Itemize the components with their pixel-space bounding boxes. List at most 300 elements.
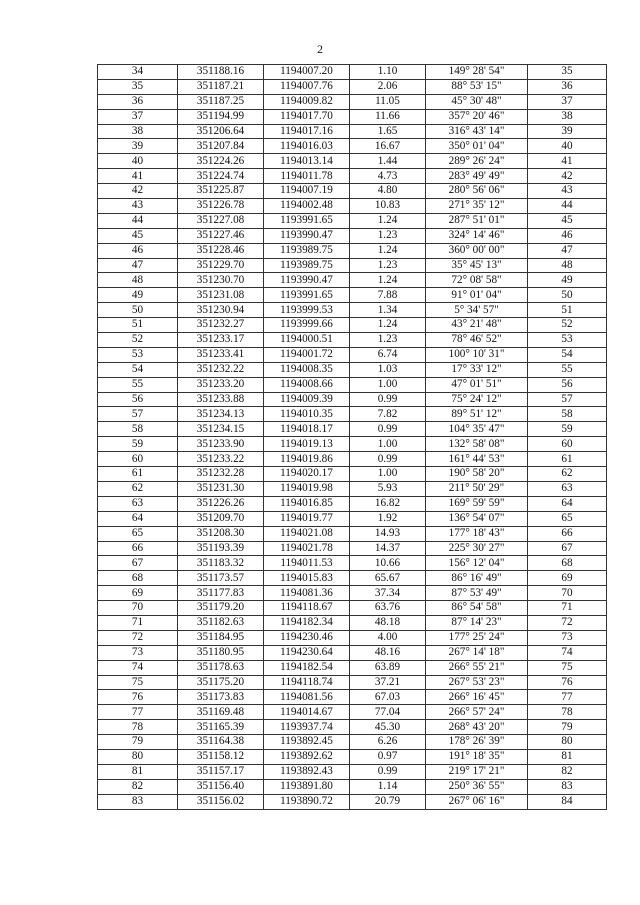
point-to-cell: 50 bbox=[528, 288, 607, 303]
distance-cell: 0.99 bbox=[350, 452, 426, 467]
bearing-cell: 191° 18' 35" bbox=[426, 749, 528, 764]
distance-cell: 1.00 bbox=[350, 437, 426, 452]
distance-cell: 67.03 bbox=[350, 690, 426, 705]
distance-cell: 4.73 bbox=[350, 169, 426, 184]
bearing-cell: 86° 54' 58" bbox=[426, 601, 528, 616]
distance-cell: 1.23 bbox=[350, 333, 426, 348]
y-coordinate-cell: 1194007.19 bbox=[264, 184, 350, 199]
distance-cell: 1.24 bbox=[350, 318, 426, 333]
table-row bbox=[98, 228, 607, 243]
x-coordinate-cell: 351233.88 bbox=[178, 392, 264, 407]
table-row bbox=[98, 467, 607, 482]
point-from-cell: 41 bbox=[98, 169, 178, 184]
point-from-cell: 34 bbox=[98, 65, 178, 80]
bearing-cell: 87° 53' 49" bbox=[426, 586, 528, 601]
distance-cell: 10.83 bbox=[350, 199, 426, 214]
y-coordinate-cell: 1194009.39 bbox=[264, 392, 350, 407]
bearing-cell: 316° 43' 14" bbox=[426, 124, 528, 139]
table-row bbox=[98, 615, 607, 630]
bearing-cell: 211° 50' 29" bbox=[426, 481, 528, 496]
bearing-cell: 178° 26' 39" bbox=[426, 735, 528, 750]
point-from-cell: 70 bbox=[98, 601, 178, 616]
x-coordinate-cell: 351183.32 bbox=[178, 556, 264, 571]
bearing-cell: 271° 35' 12" bbox=[426, 199, 528, 214]
table-row bbox=[98, 794, 607, 809]
point-from-cell: 53 bbox=[98, 347, 178, 362]
distance-cell: 1.23 bbox=[350, 258, 426, 273]
bearing-cell: 287° 51' 01" bbox=[426, 213, 528, 228]
bearing-cell: 177° 18' 43" bbox=[426, 526, 528, 541]
distance-cell: 14.37 bbox=[350, 541, 426, 556]
point-from-cell: 50 bbox=[98, 303, 178, 318]
x-coordinate-cell: 351233.41 bbox=[178, 347, 264, 362]
table-row bbox=[98, 184, 607, 199]
x-coordinate-cell: 351208.30 bbox=[178, 526, 264, 541]
bearing-cell: 267° 14' 18" bbox=[426, 645, 528, 660]
table-row bbox=[98, 541, 607, 556]
x-coordinate-cell: 351157.17 bbox=[178, 764, 264, 779]
point-to-cell: 83 bbox=[528, 779, 607, 794]
point-to-cell: 84 bbox=[528, 794, 607, 809]
y-coordinate-cell: 1194182.54 bbox=[264, 660, 350, 675]
point-from-cell: 35 bbox=[98, 79, 178, 94]
distance-cell: 6.74 bbox=[350, 347, 426, 362]
point-to-cell: 73 bbox=[528, 630, 607, 645]
distance-cell: 0.99 bbox=[350, 392, 426, 407]
x-coordinate-cell: 351230.70 bbox=[178, 273, 264, 288]
distance-cell: 7.88 bbox=[350, 288, 426, 303]
table-row bbox=[98, 675, 607, 690]
bearing-cell: 87° 14' 23" bbox=[426, 615, 528, 630]
bearing-cell: 280° 56' 06" bbox=[426, 184, 528, 199]
point-from-cell: 52 bbox=[98, 333, 178, 348]
point-to-cell: 45 bbox=[528, 213, 607, 228]
bearing-cell: 156° 12' 04" bbox=[426, 556, 528, 571]
table-row bbox=[98, 556, 607, 571]
x-coordinate-cell: 351233.22 bbox=[178, 452, 264, 467]
point-from-cell: 67 bbox=[98, 556, 178, 571]
y-coordinate-cell: 1194018.17 bbox=[264, 422, 350, 437]
y-coordinate-cell: 1194000.51 bbox=[264, 333, 350, 348]
point-to-cell: 52 bbox=[528, 318, 607, 333]
x-coordinate-cell: 351182.63 bbox=[178, 615, 264, 630]
distance-cell: 10.66 bbox=[350, 556, 426, 571]
bearing-cell: 45° 30' 48" bbox=[426, 94, 528, 109]
bearing-cell: 283° 49' 49" bbox=[426, 169, 528, 184]
y-coordinate-cell: 1193990.47 bbox=[264, 228, 350, 243]
point-to-cell: 61 bbox=[528, 452, 607, 467]
x-coordinate-cell: 351207.84 bbox=[178, 139, 264, 154]
table-row bbox=[98, 630, 607, 645]
point-from-cell: 59 bbox=[98, 437, 178, 452]
point-from-cell: 71 bbox=[98, 615, 178, 630]
table-row bbox=[98, 764, 607, 779]
y-coordinate-cell: 1194007.76 bbox=[264, 79, 350, 94]
x-coordinate-cell: 351169.48 bbox=[178, 705, 264, 720]
table-row bbox=[98, 258, 607, 273]
x-coordinate-cell: 351193.39 bbox=[178, 541, 264, 556]
point-to-cell: 68 bbox=[528, 556, 607, 571]
bearing-cell: 266° 16' 45" bbox=[426, 690, 528, 705]
y-coordinate-cell: 1194010.35 bbox=[264, 407, 350, 422]
table-row bbox=[98, 347, 607, 362]
point-to-cell: 63 bbox=[528, 481, 607, 496]
bearing-cell: 104° 35' 47" bbox=[426, 422, 528, 437]
bearing-cell: 169° 59' 59" bbox=[426, 496, 528, 511]
point-from-cell: 49 bbox=[98, 288, 178, 303]
y-coordinate-cell: 1194011.78 bbox=[264, 169, 350, 184]
bearing-cell: 360° 00' 00" bbox=[426, 243, 528, 258]
point-from-cell: 64 bbox=[98, 511, 178, 526]
coordinates-table bbox=[97, 64, 607, 810]
y-coordinate-cell: 1193892.62 bbox=[264, 749, 350, 764]
bearing-cell: 266° 55' 21" bbox=[426, 660, 528, 675]
x-coordinate-cell: 351187.25 bbox=[178, 94, 264, 109]
y-coordinate-cell: 1194019.98 bbox=[264, 481, 350, 496]
table-row bbox=[98, 720, 607, 735]
distance-cell: 7.82 bbox=[350, 407, 426, 422]
distance-cell: 1.00 bbox=[350, 377, 426, 392]
table-row bbox=[98, 779, 607, 794]
point-to-cell: 46 bbox=[528, 228, 607, 243]
y-coordinate-cell: 1194021.08 bbox=[264, 526, 350, 541]
x-coordinate-cell: 351164.38 bbox=[178, 735, 264, 750]
x-coordinate-cell: 351230.94 bbox=[178, 303, 264, 318]
point-to-cell: 49 bbox=[528, 273, 607, 288]
point-from-cell: 40 bbox=[98, 154, 178, 169]
table-row bbox=[98, 213, 607, 228]
y-coordinate-cell: 1193937.74 bbox=[264, 720, 350, 735]
y-coordinate-cell: 1194019.13 bbox=[264, 437, 350, 452]
distance-cell: 1.24 bbox=[350, 273, 426, 288]
y-coordinate-cell: 1194008.66 bbox=[264, 377, 350, 392]
x-coordinate-cell: 351156.40 bbox=[178, 779, 264, 794]
point-to-cell: 48 bbox=[528, 258, 607, 273]
x-coordinate-cell: 351194.99 bbox=[178, 109, 264, 124]
table-row bbox=[98, 94, 607, 109]
table-row bbox=[98, 79, 607, 94]
point-from-cell: 80 bbox=[98, 749, 178, 764]
table-row bbox=[98, 318, 607, 333]
table-row bbox=[98, 526, 607, 541]
bearing-cell: 350° 01' 04" bbox=[426, 139, 528, 154]
point-from-cell: 36 bbox=[98, 94, 178, 109]
point-from-cell: 47 bbox=[98, 258, 178, 273]
table-row bbox=[98, 735, 607, 750]
y-coordinate-cell: 1194081.56 bbox=[264, 690, 350, 705]
point-to-cell: 55 bbox=[528, 362, 607, 377]
point-to-cell: 57 bbox=[528, 392, 607, 407]
y-coordinate-cell: 1194009.82 bbox=[264, 94, 350, 109]
bearing-cell: 161° 44' 53" bbox=[426, 452, 528, 467]
distance-cell: 11.05 bbox=[350, 94, 426, 109]
y-coordinate-cell: 1193989.75 bbox=[264, 258, 350, 273]
table-row bbox=[98, 690, 607, 705]
point-from-cell: 55 bbox=[98, 377, 178, 392]
point-from-cell: 42 bbox=[98, 184, 178, 199]
y-coordinate-cell: 1194008.35 bbox=[264, 362, 350, 377]
point-from-cell: 83 bbox=[98, 794, 178, 809]
distance-cell: 48.18 bbox=[350, 615, 426, 630]
x-coordinate-cell: 351231.30 bbox=[178, 481, 264, 496]
table-row bbox=[98, 645, 607, 660]
distance-cell: 1.03 bbox=[350, 362, 426, 377]
point-to-cell: 39 bbox=[528, 124, 607, 139]
distance-cell: 1.24 bbox=[350, 243, 426, 258]
x-coordinate-cell: 351233.17 bbox=[178, 333, 264, 348]
point-from-cell: 66 bbox=[98, 541, 178, 556]
point-to-cell: 35 bbox=[528, 65, 607, 80]
table-row bbox=[98, 109, 607, 124]
point-from-cell: 65 bbox=[98, 526, 178, 541]
point-to-cell: 67 bbox=[528, 541, 607, 556]
y-coordinate-cell: 1193999.53 bbox=[264, 303, 350, 318]
point-to-cell: 76 bbox=[528, 675, 607, 690]
point-to-cell: 41 bbox=[528, 154, 607, 169]
y-coordinate-cell: 1194118.74 bbox=[264, 675, 350, 690]
y-coordinate-cell: 1194017.16 bbox=[264, 124, 350, 139]
point-from-cell: 38 bbox=[98, 124, 178, 139]
y-coordinate-cell: 1194001.72 bbox=[264, 347, 350, 362]
x-coordinate-cell: 351179.20 bbox=[178, 601, 264, 616]
table-row bbox=[98, 288, 607, 303]
y-coordinate-cell: 1194011.53 bbox=[264, 556, 350, 571]
bearing-cell: 268° 43' 20" bbox=[426, 720, 528, 735]
table-row bbox=[98, 586, 607, 601]
point-to-cell: 62 bbox=[528, 467, 607, 482]
y-coordinate-cell: 1194021.78 bbox=[264, 541, 350, 556]
point-from-cell: 54 bbox=[98, 362, 178, 377]
table-row bbox=[98, 437, 607, 452]
x-coordinate-cell: 351226.26 bbox=[178, 496, 264, 511]
table-row bbox=[98, 303, 607, 318]
y-coordinate-cell: 1194017.70 bbox=[264, 109, 350, 124]
distance-cell: 11.66 bbox=[350, 109, 426, 124]
bearing-cell: 357° 20' 46" bbox=[426, 109, 528, 124]
point-from-cell: 78 bbox=[98, 720, 178, 735]
table-row bbox=[98, 65, 607, 80]
distance-cell: 4.80 bbox=[350, 184, 426, 199]
distance-cell: 45.30 bbox=[350, 720, 426, 735]
y-coordinate-cell: 1193891.80 bbox=[264, 779, 350, 794]
table-row bbox=[98, 705, 607, 720]
point-to-cell: 74 bbox=[528, 645, 607, 660]
point-from-cell: 43 bbox=[98, 199, 178, 214]
point-from-cell: 46 bbox=[98, 243, 178, 258]
point-from-cell: 76 bbox=[98, 690, 178, 705]
x-coordinate-cell: 351177.83 bbox=[178, 586, 264, 601]
table-row bbox=[98, 169, 607, 184]
x-coordinate-cell: 351206.64 bbox=[178, 124, 264, 139]
distance-cell: 1.14 bbox=[350, 779, 426, 794]
x-coordinate-cell: 351165.39 bbox=[178, 720, 264, 735]
table-row bbox=[98, 273, 607, 288]
point-from-cell: 73 bbox=[98, 645, 178, 660]
point-to-cell: 81 bbox=[528, 749, 607, 764]
y-coordinate-cell: 1193991.65 bbox=[264, 213, 350, 228]
x-coordinate-cell: 351224.74 bbox=[178, 169, 264, 184]
distance-cell: 1.00 bbox=[350, 467, 426, 482]
distance-cell: 0.99 bbox=[350, 764, 426, 779]
point-to-cell: 78 bbox=[528, 705, 607, 720]
point-to-cell: 58 bbox=[528, 407, 607, 422]
bearing-cell: 136° 54' 07" bbox=[426, 511, 528, 526]
point-to-cell: 71 bbox=[528, 601, 607, 616]
x-coordinate-cell: 351232.28 bbox=[178, 467, 264, 482]
y-coordinate-cell: 1194015.83 bbox=[264, 571, 350, 586]
y-coordinate-cell: 1193890.72 bbox=[264, 794, 350, 809]
point-from-cell: 48 bbox=[98, 273, 178, 288]
point-to-cell: 72 bbox=[528, 615, 607, 630]
point-to-cell: 75 bbox=[528, 660, 607, 675]
distance-cell: 16.82 bbox=[350, 496, 426, 511]
x-coordinate-cell: 351227.46 bbox=[178, 228, 264, 243]
distance-cell: 65.67 bbox=[350, 571, 426, 586]
distance-cell: 1.24 bbox=[350, 213, 426, 228]
point-from-cell: 81 bbox=[98, 764, 178, 779]
y-coordinate-cell: 1194016.03 bbox=[264, 139, 350, 154]
distance-cell: 1.34 bbox=[350, 303, 426, 318]
x-coordinate-cell: 351180.95 bbox=[178, 645, 264, 660]
point-to-cell: 77 bbox=[528, 690, 607, 705]
x-coordinate-cell: 351226.78 bbox=[178, 199, 264, 214]
table-row bbox=[98, 496, 607, 511]
x-coordinate-cell: 351187.21 bbox=[178, 79, 264, 94]
x-coordinate-cell: 351231.08 bbox=[178, 288, 264, 303]
bearing-cell: 190° 58' 20" bbox=[426, 467, 528, 482]
point-to-cell: 70 bbox=[528, 586, 607, 601]
table-row bbox=[98, 362, 607, 377]
bearing-cell: 324° 14' 46" bbox=[426, 228, 528, 243]
x-coordinate-cell: 351158.12 bbox=[178, 749, 264, 764]
y-coordinate-cell: 1194118.67 bbox=[264, 601, 350, 616]
table-row bbox=[98, 407, 607, 422]
point-to-cell: 51 bbox=[528, 303, 607, 318]
distance-cell: 37.21 bbox=[350, 675, 426, 690]
point-to-cell: 38 bbox=[528, 109, 607, 124]
point-from-cell: 58 bbox=[98, 422, 178, 437]
bearing-cell: 75° 24' 12" bbox=[426, 392, 528, 407]
point-from-cell: 68 bbox=[98, 571, 178, 586]
bearing-cell: 250° 36' 55" bbox=[426, 779, 528, 794]
bearing-cell: 17° 33' 12" bbox=[426, 362, 528, 377]
bearing-cell: 47° 01' 51" bbox=[426, 377, 528, 392]
table-row bbox=[98, 571, 607, 586]
x-coordinate-cell: 351232.27 bbox=[178, 318, 264, 333]
x-coordinate-cell: 351234.13 bbox=[178, 407, 264, 422]
bearing-cell: 91° 01' 04" bbox=[426, 288, 528, 303]
y-coordinate-cell: 1194007.20 bbox=[264, 65, 350, 80]
table-row bbox=[98, 422, 607, 437]
distance-cell: 1.10 bbox=[350, 65, 426, 80]
point-to-cell: 60 bbox=[528, 437, 607, 452]
distance-cell: 48.16 bbox=[350, 645, 426, 660]
distance-cell: 14.93 bbox=[350, 526, 426, 541]
y-coordinate-cell: 1194002.48 bbox=[264, 199, 350, 214]
point-to-cell: 66 bbox=[528, 526, 607, 541]
x-coordinate-cell: 351184.95 bbox=[178, 630, 264, 645]
y-coordinate-cell: 1194014.67 bbox=[264, 705, 350, 720]
table-row bbox=[98, 481, 607, 496]
distance-cell: 1.44 bbox=[350, 154, 426, 169]
distance-cell: 5.93 bbox=[350, 481, 426, 496]
y-coordinate-cell: 1194019.77 bbox=[264, 511, 350, 526]
point-from-cell: 79 bbox=[98, 735, 178, 750]
x-coordinate-cell: 351156.02 bbox=[178, 794, 264, 809]
distance-cell: 20.79 bbox=[350, 794, 426, 809]
bearing-cell: 100° 10' 31" bbox=[426, 347, 528, 362]
table-row bbox=[98, 333, 607, 348]
point-to-cell: 79 bbox=[528, 720, 607, 735]
point-from-cell: 45 bbox=[98, 228, 178, 243]
x-coordinate-cell: 351224.26 bbox=[178, 154, 264, 169]
x-coordinate-cell: 351233.90 bbox=[178, 437, 264, 452]
x-coordinate-cell: 351173.57 bbox=[178, 571, 264, 586]
bearing-cell: 177° 25' 24" bbox=[426, 630, 528, 645]
point-to-cell: 44 bbox=[528, 199, 607, 214]
point-from-cell: 63 bbox=[98, 496, 178, 511]
table-row bbox=[98, 139, 607, 154]
point-from-cell: 56 bbox=[98, 392, 178, 407]
x-coordinate-cell: 351232.22 bbox=[178, 362, 264, 377]
y-coordinate-cell: 1193991.65 bbox=[264, 288, 350, 303]
bearing-cell: 78° 46' 52" bbox=[426, 333, 528, 348]
bearing-cell: 43° 21' 48" bbox=[426, 318, 528, 333]
distance-cell: 4.00 bbox=[350, 630, 426, 645]
point-to-cell: 53 bbox=[528, 333, 607, 348]
point-to-cell: 69 bbox=[528, 571, 607, 586]
distance-cell: 77.04 bbox=[350, 705, 426, 720]
bearing-cell: 88° 53' 15" bbox=[426, 79, 528, 94]
y-coordinate-cell: 1194081.36 bbox=[264, 586, 350, 601]
point-to-cell: 42 bbox=[528, 169, 607, 184]
x-coordinate-cell: 351229.70 bbox=[178, 258, 264, 273]
distance-cell: 0.99 bbox=[350, 422, 426, 437]
distance-cell: 63.89 bbox=[350, 660, 426, 675]
point-to-cell: 47 bbox=[528, 243, 607, 258]
y-coordinate-cell: 1193989.75 bbox=[264, 243, 350, 258]
table-row bbox=[98, 154, 607, 169]
x-coordinate-cell: 351178.63 bbox=[178, 660, 264, 675]
x-coordinate-cell: 351234.15 bbox=[178, 422, 264, 437]
bearing-cell: 149° 28' 54" bbox=[426, 65, 528, 80]
point-from-cell: 77 bbox=[98, 705, 178, 720]
point-to-cell: 37 bbox=[528, 94, 607, 109]
distance-cell: 37.34 bbox=[350, 586, 426, 601]
point-from-cell: 61 bbox=[98, 467, 178, 482]
x-coordinate-cell: 351209.70 bbox=[178, 511, 264, 526]
y-coordinate-cell: 1193999.66 bbox=[264, 318, 350, 333]
y-coordinate-cell: 1193990.47 bbox=[264, 273, 350, 288]
bearing-cell: 35° 45' 13" bbox=[426, 258, 528, 273]
table-row bbox=[98, 377, 607, 392]
x-coordinate-cell: 351233.20 bbox=[178, 377, 264, 392]
point-from-cell: 72 bbox=[98, 630, 178, 645]
distance-cell: 1.92 bbox=[350, 511, 426, 526]
y-coordinate-cell: 1194016.85 bbox=[264, 496, 350, 511]
y-coordinate-cell: 1193892.45 bbox=[264, 735, 350, 750]
bearing-cell: 219° 17' 21" bbox=[426, 764, 528, 779]
point-to-cell: 80 bbox=[528, 735, 607, 750]
bearing-cell: 267° 06' 16" bbox=[426, 794, 528, 809]
point-from-cell: 57 bbox=[98, 407, 178, 422]
table-row bbox=[98, 392, 607, 407]
bearing-cell: 289° 26' 24" bbox=[426, 154, 528, 169]
bearing-cell: 132° 58' 08" bbox=[426, 437, 528, 452]
point-from-cell: 44 bbox=[98, 213, 178, 228]
x-coordinate-cell: 351228.46 bbox=[178, 243, 264, 258]
y-coordinate-cell: 1194230.64 bbox=[264, 645, 350, 660]
